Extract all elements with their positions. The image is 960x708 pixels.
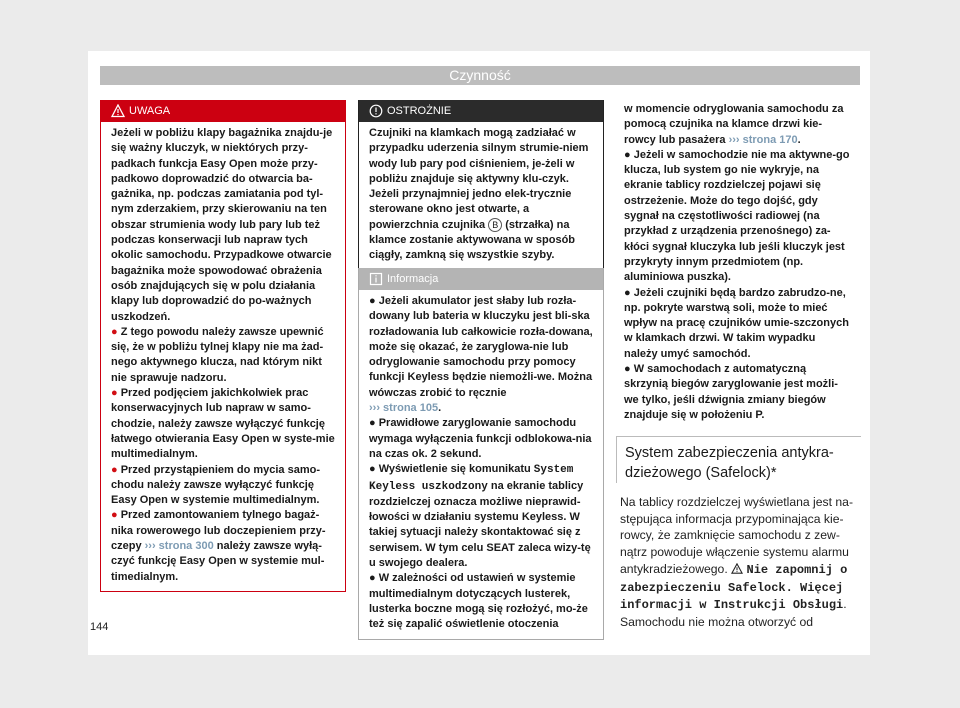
info-bullet: ● Wyświetlenie się komunikatu System Keyless uszkodzony na ekranie tablicy rozdzielczej oznacza możliwe nieprawid-łowości w działaniu systemu Keyless. W takiej sytuacji należy skontaktować się z serwisem. W tym celu SEAT zaleca wizy-tę u swojego dealera. bbox=[369, 463, 591, 570]
info-body bbox=[359, 290, 603, 639]
caution-circle-icon bbox=[369, 104, 383, 118]
info-header bbox=[359, 268, 603, 290]
page-reference-link[interactable]: ››› strona 105 bbox=[369, 402, 439, 415]
info-bullet: ● Prawidłowe zaryglowanie samochodu wymaga wyłączenia funkcji odblokowa-nia na czas ok. 2 sekund. bbox=[369, 417, 592, 460]
info-bullet: ● Jeżeli czujniki będą bardzo zabrudzo-ne, np. pokryte warstwą soli, może to mieć wpływ na pracę czujników umie-szczonych w klamkach drzwi. W takim wypadku należy umyć samochód. bbox=[624, 286, 849, 360]
info-bullet: ● Jeżeli w samochodzie nie ma aktywne-go klucza, lub system go nie wykryje, na ekranie tablicy rozdzielczej pojawi się ostrzeżenie. Może do tego dojść, gdy sygnał na częstotliwości radiowej (na przykład z urządzenia przenośnego) za-kłóci sygnał kluczyka lub jeśli kluczyk jest przykryty innym przedmiotem (np. aluminiowa puszka). bbox=[624, 148, 850, 284]
info-title: Informacja bbox=[387, 273, 439, 285]
info-bullet: ● Jeżeli akumulator jest słaby lub rozła-dowany lub bateria w kluczyku jest bli-ska rozładowania lub całkowicie rozła-dowana, może się okazać, że zaryglowa-nie lub odryglowanie samochodu przy pomocy funkcji Keyless będzie niemożli-we. Można wówczas zrobić to ręcznie ››› strona 105. bbox=[369, 295, 593, 415]
marker-b-icon: B bbox=[488, 218, 502, 232]
warning-triangle-icon bbox=[111, 104, 125, 118]
warning-body bbox=[101, 122, 345, 591]
info-bullet: ● W samochodach z automatyczną skrzynią biegów zaryglowanie jest możli-we tylko, jeśli dźwignia zmiany biegów znajduje się w położeniu P. bbox=[624, 363, 838, 421]
caution-box bbox=[358, 100, 604, 271]
info-box bbox=[358, 268, 604, 640]
warning-title: UWAGA bbox=[129, 105, 171, 117]
warning-bullet: ● Przed przystąpieniem do mycia samo-chodu należy zawsze wyłączyć funkcję Easy Open w systemie multimedialnym. bbox=[111, 463, 320, 507]
warning-header bbox=[101, 100, 345, 122]
caution-title: OSTROŻNIE bbox=[387, 105, 452, 117]
info-continued bbox=[614, 98, 860, 429]
page-reference-link[interactable]: ››› strona 300 bbox=[144, 540, 214, 553]
caution-header bbox=[359, 100, 603, 122]
page-header: Czynność bbox=[100, 66, 860, 85]
info-continued-text: w momencie odryglowania samochodu za pomocą czujnika na klamce drzwi kie-rowcy lub pasażera ››› strona 170. bbox=[624, 103, 844, 146]
warning-intro: Jeżeli w pobliżu klapy bagażnika znajdu-je się ważny kluczyk, w niektórych przy-padkach funkcja Easy Open może przy-padkowo doprowadzić do otwarcia ba-gażnika, np. podczas zamiatania pod tyl-nym zderzakiem, przy skierowaniu na ten obszar strumienia wody lub pary lub też podczas konserwacji lub napraw tych okolic samochodu. Przypadkowe otwarcie bagażnika może spowodować obrażenia osób znajdujących się w polu działania klapy lub doprowadzić do po-ważnych uszkodzeń. bbox=[111, 127, 333, 323]
section-body: Na tablicy rozdzielczej wyświetlana jest na-stępująca informacja przypominająca kie-rowcy, że zamknięcie samochodu z zew-nątrz powoduje włączenie systemu alarmu antykradzieżowego. Nie zapomnij o zabezpieczeniu Safelock. Więcej informacji w Instrukcji Obsługi. Samochodu nie można otworzyć od bbox=[620, 495, 854, 629]
caution-body bbox=[359, 122, 603, 270]
info-icon bbox=[369, 272, 383, 286]
warning-triangle-icon bbox=[731, 563, 743, 574]
page-reference-link[interactable]: ››› strona 170 bbox=[728, 133, 798, 146]
info-continued-body bbox=[614, 98, 860, 429]
warning-bullet: ● Z tego powodu należy zawsze upewnić się, że w pobliżu tylnej klapy nie ma żad-nego aktywnego klucza, nad którym nikt nie sprawuje nadzoru. bbox=[111, 325, 324, 384]
warning-bullet: ● Przed podjęciem jakichkolwiek prac konserwacyjnych lub napraw w samo-chodzie, należy zawsze wyłączyć funkcję łatwego otwierania Easy Open w syste-mie multimedialnym. bbox=[111, 387, 335, 461]
caution-text: Czujniki na klamkach mogą zadziałać w przypadku uderzenia silnym strumie-niem wody lub pary pod ciśnieniem, je-żeli w pobliżu znajduje się aktywny klu-czyk. Jeżeli przynajmniej jedno elek-trycznie sterowane okno jest otwarte, a powierzchnia czujnika B (strzałka) na klamce zostanie aktywowana w sposób ciągły, zamkną się wszystkie szyby. bbox=[369, 127, 589, 262]
warning-box bbox=[100, 100, 346, 592]
section-title: System zabezpieczenia antykra-dzieżowego (Safelock)* bbox=[625, 445, 834, 481]
warning-bullet: ● Przed zamontowaniem tylnego bagaż-nika rowerowego lub doczepieniem przy-czepy ››› strona 300 należy zawsze wyłą-czyć funkcję Easy Open w systemie mul-timedialnym. bbox=[111, 509, 326, 583]
page-number: 144 bbox=[90, 621, 109, 633]
section-heading-box bbox=[616, 436, 861, 483]
info-bullet: ● W zależności od ustawień w systemie multimedialnym dotyczących lusterek, lusterka boczne mogą się rozłożyć, mo-że też się zapalić oświetlenie otoczenia bbox=[369, 572, 588, 631]
